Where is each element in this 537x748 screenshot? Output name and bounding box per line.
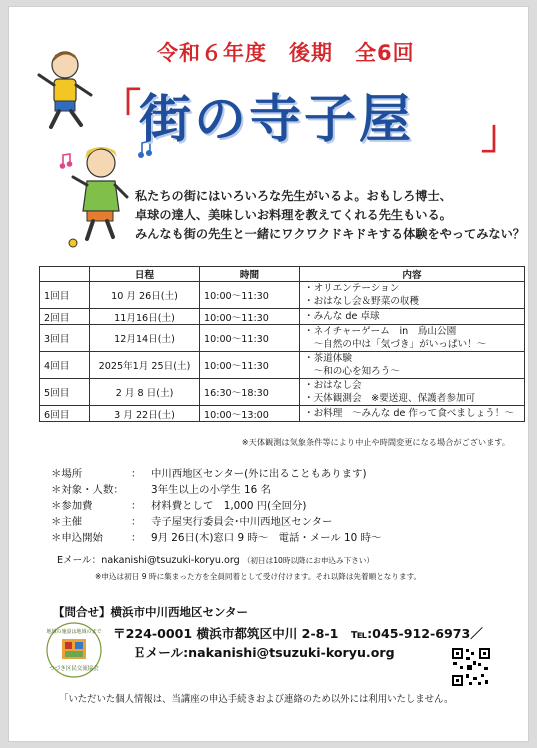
session-content (300, 379, 525, 406)
session-time: 10:00～11:30 (200, 309, 300, 325)
jumping-boy-illustration (31, 45, 101, 137)
info-colon: ： (131, 532, 142, 544)
content-line: ～自然の中は「気づき」がいっぱい！～ (304, 339, 487, 350)
info-row (51, 466, 381, 482)
privacy-notice: 「いただいた個人情報は、当講座の申込手続きおよび連絡のため以外には利用いたしません。 (59, 694, 454, 705)
session-date: 2025年1月 25日(土) (90, 352, 200, 379)
weather-note: ※天体観測は気象条件等により中止や時間変更になる場合がございます。 (241, 437, 510, 447)
table-row (40, 282, 525, 309)
subtitle: 令和６年度 後期 全6回 (157, 41, 415, 65)
content-line: ・天体観測会 ※要送迎、保護者参加可 (304, 393, 476, 404)
session-number: 5回目 (40, 379, 90, 406)
session-number: 6回目 (40, 406, 90, 422)
info-value: 寺子屋実行委員会･中川西地区センター (151, 516, 333, 528)
table-row (40, 325, 525, 352)
session-time: 10:00～11:30 (200, 325, 300, 352)
application-email-note: （初日は10時以降にお申込み下さい） (242, 556, 374, 565)
table-header-row (40, 267, 525, 282)
session-date: 11月16日(土) (90, 309, 200, 325)
session-number: 2回目 (40, 309, 90, 325)
title-bracket-close: 」 (481, 112, 521, 158)
intro-line: 私たちの街にはいろいろな先生がいるよ。おもしろ博士、 (135, 189, 452, 203)
content-line: ・お料理 ～みんな de 作って食べましょう！～ (304, 408, 514, 419)
session-date: 2 月 8 日(土) (90, 379, 200, 406)
session-time: 16:30～18:30 (200, 379, 300, 406)
info-label: ＊申込開始 (51, 532, 103, 544)
table-row (40, 379, 525, 406)
flyer-page (8, 6, 529, 742)
session-time: 10:00～11:30 (200, 352, 300, 379)
content-line: ・おはなし会＆野菜の収穫 (304, 296, 420, 307)
info-row (51, 530, 381, 546)
association-logo (45, 621, 103, 679)
table-row (40, 406, 525, 422)
title-bracket-open: 「 (101, 86, 141, 132)
info-label: ＊対象・人数： (51, 484, 124, 496)
contact-email[interactable]: Ｅメール:nakanishi@tsuzuki-koryu.org (133, 645, 395, 660)
content-line: ・茶道体験 (304, 353, 352, 364)
application-email-line (57, 552, 374, 566)
content-line: ・ネイチャーゲーム in 鳥山公園 (304, 326, 457, 337)
logo-text-top: 地域の施設は地域のまで (46, 629, 102, 635)
info-row (51, 498, 381, 514)
info-value: 材料費として 1,000 円(全回分) (151, 500, 307, 512)
event-info (51, 466, 381, 546)
contact-heading: 【問合せ】横浜市中川西地区センター (53, 605, 249, 619)
info-label: ＊場所 (51, 468, 83, 480)
header-cell-time: 時間 (200, 267, 300, 282)
content-line: ・オリエンテーション (304, 283, 400, 294)
content-line: ・おはなし会 (304, 380, 362, 391)
qr-code[interactable] (451, 647, 491, 687)
table-row (40, 309, 525, 325)
session-number: 4回目 (40, 352, 90, 379)
schedule-table (39, 266, 525, 422)
page-title: 街の寺子屋 (139, 90, 415, 150)
session-date: 12月14日(土) (90, 325, 200, 352)
content-line: ・みんな de 卓球 (304, 311, 380, 322)
session-content (300, 309, 525, 325)
contact-address: 〒224-0001 横浜市都筑区中川 2-8-1 ℡:045-912-6973／ (113, 626, 483, 641)
header-cell-num (40, 267, 90, 282)
session-time: 10:00～11:30 (200, 282, 300, 309)
intro-line: 卓球の達人、美味しいお料理を教えてくれる先生もいる。 (135, 208, 452, 222)
application-footnote: ※申込は初日 9 時に集まった方を全員同着として受け付けます。それ以降は先着順となります。 (95, 572, 422, 581)
info-row (51, 514, 381, 530)
application-email[interactable]: Eメール：nakanishi@tsuzuki-koryu.org (57, 555, 240, 566)
logo-text-bottom: つづき区民交流協会 (49, 666, 99, 672)
session-date: 10 月 26日(土) (90, 282, 200, 309)
info-value: 中川西地区センター(外に出ることもあります) (151, 468, 367, 480)
session-content (300, 406, 525, 422)
info-label: ＊参加費 (51, 500, 93, 512)
header-cell-date: 日程 (90, 267, 200, 282)
intro-text (135, 187, 525, 244)
info-value: 3年生以上の小学生 16 名 (151, 484, 271, 496)
table-row (40, 352, 525, 379)
dancing-girl-illustration (65, 139, 135, 249)
header-cell-content: 内容 (300, 267, 525, 282)
session-content (300, 352, 525, 379)
session-time: 10:00～13:00 (200, 406, 300, 422)
session-number: 1回目 (40, 282, 90, 309)
content-line: ～和の心を知ろう～ (304, 366, 400, 377)
intro-line: みんなも街の先生と一緒にワクワクドキドキする体験をやってみない？ (135, 227, 525, 241)
info-label: ＊主催 (51, 516, 83, 528)
info-colon: ： (131, 468, 142, 480)
session-number: 3回目 (40, 325, 90, 352)
session-content (300, 325, 525, 352)
info-value: 9月 26日(木)窓口 9 時～ 電話・メール 10 時～ (151, 532, 382, 544)
info-colon: ： (131, 516, 142, 528)
session-date: 3 月 22日(土) (90, 406, 200, 422)
info-row (51, 482, 381, 498)
info-colon: ： (131, 500, 142, 512)
session-content (300, 282, 525, 309)
